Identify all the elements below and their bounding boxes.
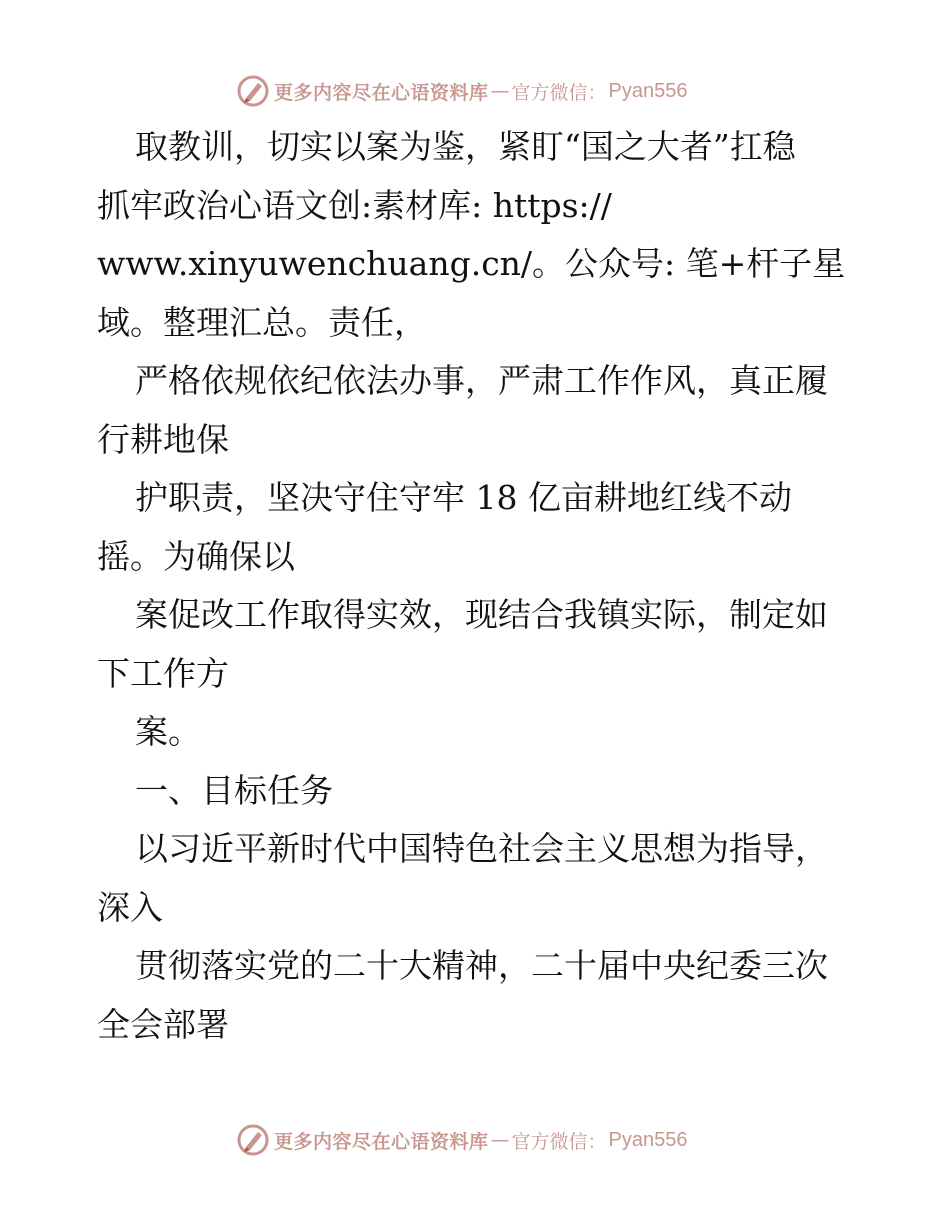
text-line: 贯彻落实党的二十大精神，二十届中央纪委三次 [135,946,828,985]
text-line: 行耕地保 [97,419,229,459]
text-line: 全会部署 [97,1004,229,1044]
text-line: 严格依规依纪依法办事，严肃工作作风，真正履 [135,361,828,400]
banner-dash: — [490,1129,510,1151]
text-line: 以习近平新时代中国特色社会主义思想为指导， [135,829,828,868]
body-text [97,118,877,1054]
text-line: www.xinyuwenchuang.cn/。公众号: 笔+杆子星 [97,244,846,283]
banner-wechat-id: Pyan556 [608,1128,688,1151]
text-line: 抓牢政治心语文创:素材库: https:// [97,185,612,225]
text-line: 取教训，切实以案为鉴，紧盯“国之大者”扛稳 [135,127,796,166]
section-heading: 一、目标任务 [135,770,333,810]
text-line: 案促改工作取得实效，现结合我镇实际，制定如 [135,595,828,634]
text-line: 摇。为确保以 [97,536,295,576]
text-line: 下工作方 [97,653,229,693]
text-line: 案。 [135,712,201,751]
banner-label: 官方微信： [511,81,607,104]
pen-logo-icon [236,74,270,108]
text-line: 深入 [97,887,163,927]
text-line: 域。整理汇总。责任， [97,302,427,342]
banner-text: 更多内容尽在心语资料库 [274,1130,489,1153]
footer-banner [236,1122,688,1158]
pen-logo-icon [236,1123,270,1157]
banner-wechat-id: Pyan556 [608,79,688,102]
text-line: 护职责，坚决守住守牢 18 亿亩耕地红线不动 [135,478,792,517]
banner-dash: — [490,80,510,102]
banner-label: 官方微信： [511,1130,607,1153]
banner-text: 更多内容尽在心语资料库 [274,81,489,104]
header-banner [236,73,688,109]
